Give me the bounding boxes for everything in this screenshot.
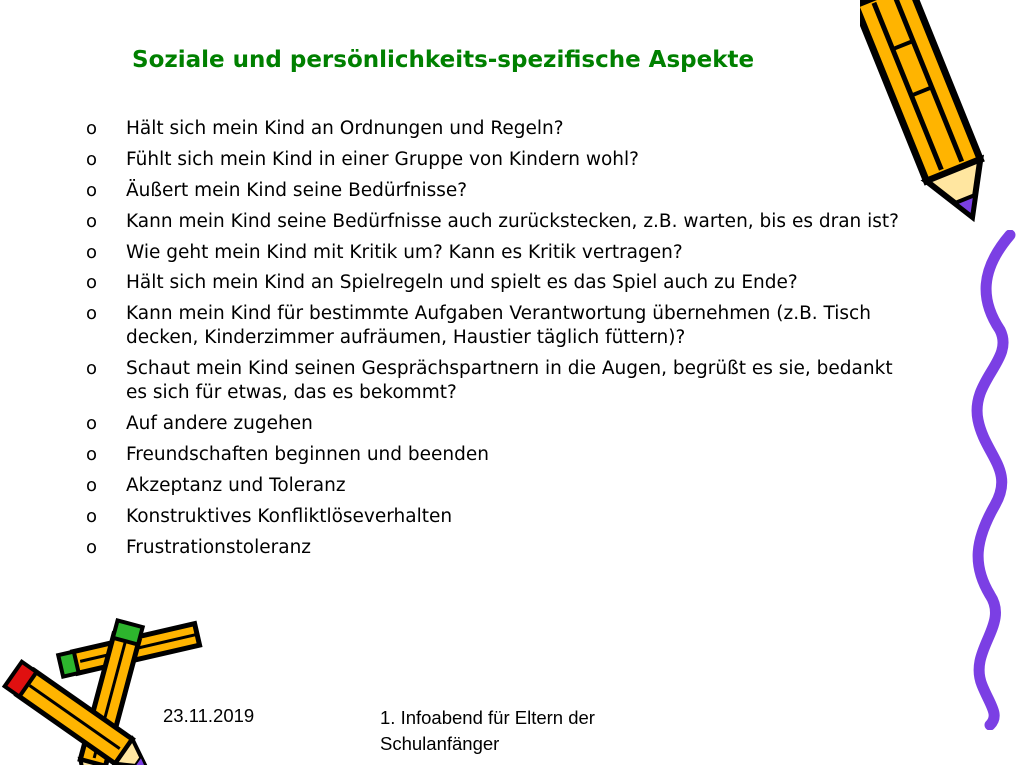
bullet-marker: o [86,241,98,263]
bullet-marker: o [86,272,98,294]
bullet-item [86,179,914,203]
bullet-item [86,505,914,529]
bullet-item [86,241,914,265]
bullet-marker: o [86,536,98,558]
bullet-marker: o [86,179,98,201]
bullet-item [86,536,914,560]
bullet-marker: o [86,474,98,496]
bullet-item [86,271,914,295]
bullet-item [86,148,914,172]
bullet-marker: o [86,413,98,435]
slide-title: Soziale und persönlichkeits-spezifische Aspekte [132,47,755,73]
bullet-item [86,412,914,436]
bullet-text: Äußert mein Kind seine Bedürfnisse? [126,179,468,201]
bullet-marker: o [86,303,98,325]
bullet-marker: o [86,444,98,466]
bullet-text: Frustrationstoleranz [126,536,312,558]
bullet-text: Kann mein Kind für bestimmte Aufgaben Verantwortung übernehmen (z.B. Tisch decken, Kinderzimmer aufräumen, Haustier täglich füttern)? [126,303,871,349]
bullet-text: Akzeptanz und Toleranz [126,474,346,496]
bullet-text: Auf andere zugehen [126,413,313,435]
bullet-item [86,474,914,498]
bullet-text: Fühlt sich mein Kind in einer Gruppe von Kindern wohl? [126,148,639,170]
squiggle-line [960,230,1024,730]
bullet-item [86,302,914,350]
bullet-text: Hält sich mein Kind an Spielregeln und spielt es das Spiel auch zu Ende? [126,272,798,294]
bullet-marker: o [86,505,98,527]
bullet-text: Schaut mein Kind seinen Gesprächspartnern in die Augen, begrüßt es sie, bedankt es sich für etwas, das es bekommt? [126,358,893,404]
bullet-marker: o [86,210,98,232]
bullet-item [86,443,914,467]
bullet-marker: o [86,118,98,139]
bullet-item [86,117,914,141]
bullet-item [86,210,914,234]
bullet-marker: o [86,358,98,380]
bullet-text: Kann mein Kind seine Bedürfnisse auch zurückstecken, z.B. warten, bis es dran ist? [126,210,899,232]
footer-date: 23.11.2019 [163,705,255,726]
bullet-text: Konstruktives Konfliktlöseverhalten [126,505,453,527]
bullet-marker: o [86,148,98,170]
crossed-pencils-icon [0,615,210,765]
bullet-text: Freundschaften beginnen und beenden [126,444,489,466]
bullet-text: Hält sich mein Kind an Ordnungen und Regeln? [126,118,564,139]
bullet-text: Wie geht mein Kind mit Kritik um? Kann es Kritik vertragen? [126,241,683,263]
bullet-list [86,117,914,567]
bullet-item [86,357,914,405]
footer-event-title: 1. Infoabend für Eltern der Schulanfänger [380,707,595,754]
